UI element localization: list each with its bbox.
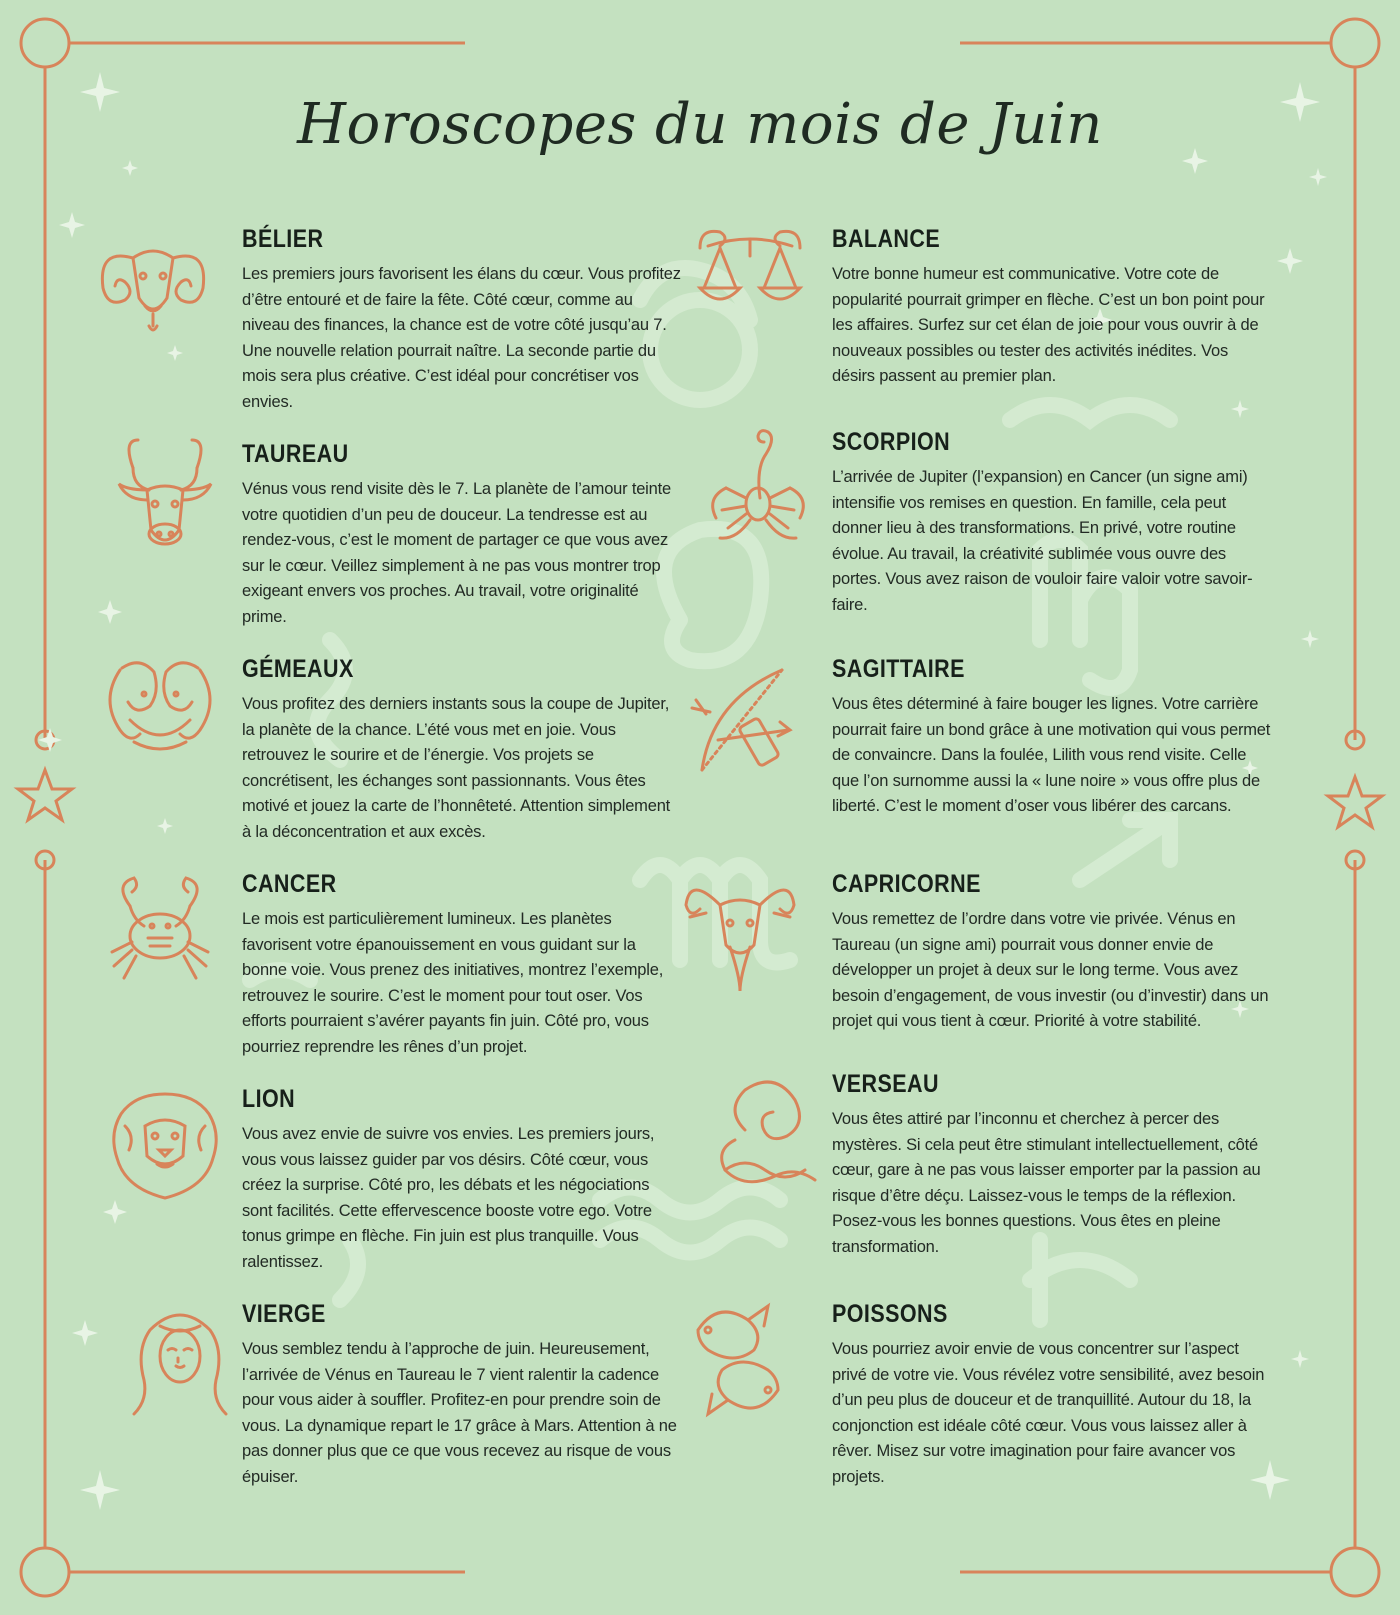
bow-arrow-icon [688, 660, 808, 780]
sign-text: Les premiers jours favorisent les élans du cœur. Vous profitez d’être entouré et de faire la fête. Côté cœur, comme au niveau des finances, la chance est de votre côté jusqu’au 7. Une nouvelle relation pourrait naître. La seconde partie du mois sera plus créative. C’est idéal pour concrétiser vos envies. [242, 265, 681, 411]
sign-capricorne [832, 870, 1272, 1035]
sign-taureau [242, 440, 682, 631]
page-title: Horoscopes du mois de Juin [297, 92, 1103, 157]
sign-title: SCORPION [832, 428, 951, 456]
maiden-icon [120, 1300, 240, 1420]
sign-text: Vous profitez des derniers instants sous la coupe de Jupiter, la planète de la chance. L’été vous met en joie. Vous retrouvez le sourire et de l’énergie. Vos projets se concrétisent, les échanges sont passionnants. Vous êtes motivé et jouez la carte de l’honnêteté. Attention simplement à la déconcentration et aux excès. [242, 695, 671, 841]
sign-title: CAPRICORNE [832, 870, 981, 898]
sign-cancer [242, 870, 682, 1061]
sign-poissons [832, 1300, 1272, 1491]
sign-text: Vous remettez de l’ordre dans votre vie privée. Vénus en Taureau (un signe ami) pourrait vous donner envie de développer un projet à deux sur le long terme. Vous avez besoin d’engagement, de vous investir (ou d’investir) dans un projet qui vous tient à cœur. Priorité à votre stabilité. [832, 910, 1269, 1031]
sign-text: Vous êtes déterminé à faire bouger les lignes. Votre carrière pourrait faire un bond grâce à une motivation qui vous permet de convaincre. Dans la foulée, Lilith vous rend visite. Celle que l’on surnomme aussi la « lune noire » vous offre plus de liberté. C’est le moment d’oser vous libérer des carcans. [832, 695, 1271, 816]
lion-icon [105, 1086, 225, 1206]
bull-icon [105, 438, 225, 558]
goat-icon [680, 875, 800, 995]
sign-title: CANCER [242, 870, 337, 898]
sign-text: Vénus vous rend visite dès le 7. La planète de l’amour teinte votre quotidien d’un peu de douceur. La tendresse est au rendez-vous, c’est le moment de partager ce que vous avez sur le cœur. Veillez simplement à ne pas vous montrer trop exigeant envers vos proches. Au travail, votre originalité prime. [242, 480, 671, 626]
sign-gemeaux [242, 655, 682, 846]
sign-sagittaire [832, 655, 1272, 820]
water-wave-icon [705, 1070, 825, 1190]
sign-title: VIERGE [242, 1300, 326, 1328]
twins-icon [100, 650, 220, 770]
sign-scorpion [832, 428, 1272, 619]
sign-text: L’arrivée de Jupiter (l’expansion) en Cancer (un signe ami) intensifie vos remises en question. En famille, cela peut donner lieu à des transformations. En privé, votre routine évolue. Au travail, la créativité sublimée vous ouvre des portes. Vous avez raison de vouloir faire valoir votre savoir-faire. [832, 468, 1253, 614]
sign-balance [832, 225, 1272, 390]
ram-icon [93, 218, 213, 338]
scales-icon [690, 218, 810, 338]
sign-text: Le mois est particulièrement lumineux. Les planètes favorisent votre épanouissement en vous guidant sur la bonne voie. Vous prenez des initiatives, montrez l’exemple, retrouvez le sourire. C’est le moment pour tout oser. Vos efforts pourraient s’avérer payants fin juin. Côté pro, vous pourriez reprendre les rênes d’un projet. [242, 910, 664, 1056]
sign-title: POISSONS [832, 1300, 948, 1328]
sign-text: Vous semblez tendu à l’approche de juin. Heureusement, l’arrivée de Vénus en Taureau le 7 vient ralentir la cadence pour vous aider à souffler. Profitez-en pour prendre soin de vous. La dynamique repart le 17 grâce à Mars. Attention à ne pas donner plus que ce que vous recevez au risque de vous épuiser. [242, 1340, 677, 1486]
sign-title: VERSEAU [832, 1070, 939, 1098]
sign-title: BÉLIER [242, 225, 324, 253]
sign-title: SAGITTAIRE [832, 655, 965, 683]
sign-title: GÉMEAUX [242, 655, 354, 683]
sign-text: Vous êtes attiré par l’inconnu et cherchez à percer des mystères. Si cela peut être stimulant intellectuellement, côté cœur, gare à ne pas vous laisser emporter par la passion au risque d’être déçu. Laissez-vous le temps de la réflexion. Posez-vous les bonnes questions. Vous êtes en pleine transformation. [832, 1110, 1261, 1256]
sign-belier [242, 225, 682, 416]
fish-icon [678, 1300, 798, 1420]
sign-title: LION [242, 1085, 296, 1113]
sign-verseau [832, 1070, 1272, 1261]
sign-lion [242, 1085, 682, 1276]
crab-icon [100, 872, 220, 992]
sign-text: Votre bonne humeur est communicative. Votre cote de popularité pourrait grimper en flèche. C’est un bon point pour les affaires. Surfez sur cet élan de joie pour vous ouvrir à de nouveaux possibles ou tester des activités inédites. Vos désirs passent au premier plan. [832, 265, 1265, 386]
scorpion-icon [700, 428, 820, 548]
sign-text: Vous avez envie de suivre vos envies. Les premiers jours, vous vous laissez guider par vos désirs. Côté cœur, vous créez la surprise. Côté pro, les débats et les négociations sont facilités. Cette effervescence booste votre ego. Votre tonus grimpe en flèche. Fin juin est plus tranquille. Vous ralentissez. [242, 1125, 655, 1271]
sign-title: TAUREAU [242, 440, 349, 468]
sign-text: Vous pourriez avoir envie de vous concentrer sur l’aspect privé de votre vie. Vous révélez votre sensibilité, avez besoin d’un peu plus de douceur et de tranquillité. Autour du 18, la conjonction est idéale côté cœur. Vous vous laissez aller à rêver. Misez sur votre imagination pour faire avancer vos projets. [832, 1340, 1265, 1486]
sign-vierge [242, 1300, 682, 1491]
sign-title: BALANCE [832, 225, 941, 253]
